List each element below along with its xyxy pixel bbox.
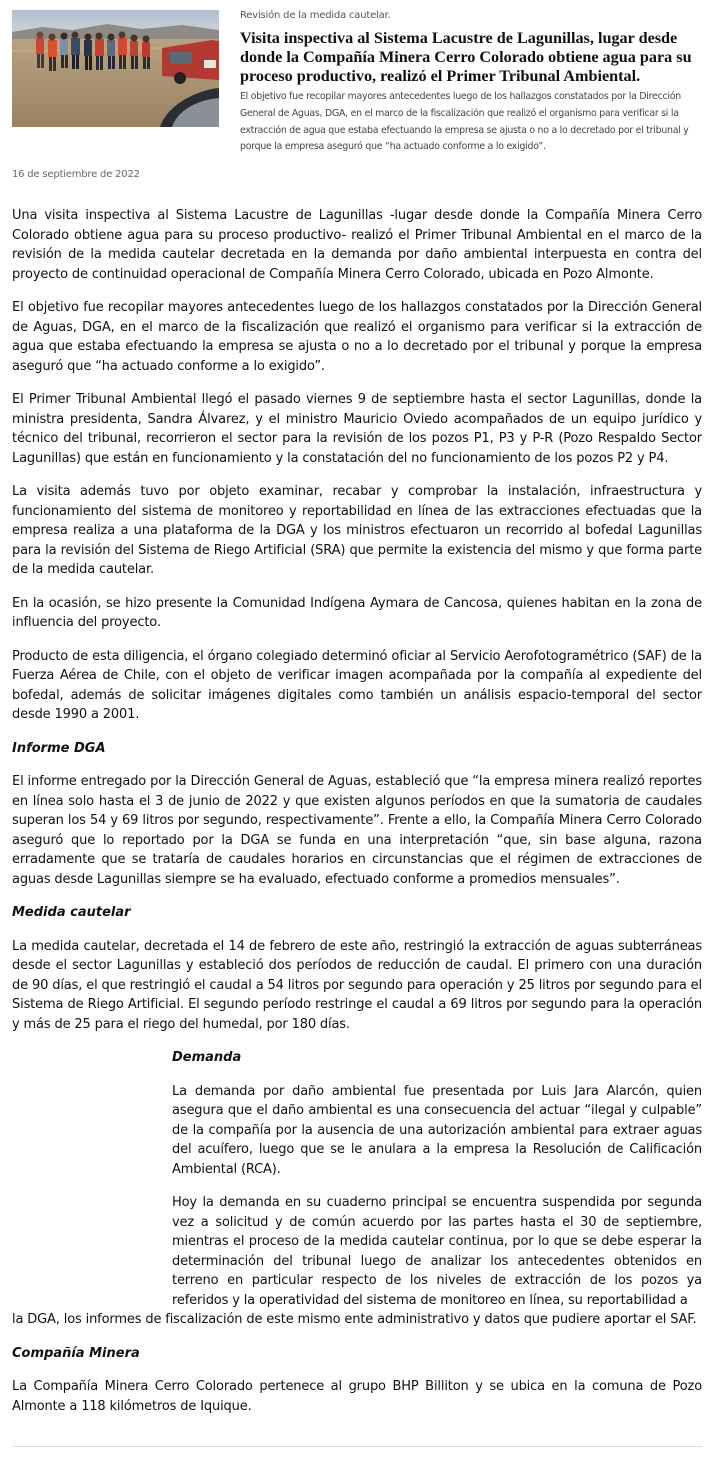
article-photo[interactable] xyxy=(12,10,219,127)
body-paragraph: El Primer Tribunal Ambiental llegó el pasado viernes 9 de septiembre hasta el sector Lagunillas, donde la ministra presidenta, Sandra Álvarez, y el ministro Mauricio Oviedo acompañados de un equipo jurídico y técnico del tribunal, recorrieron el sector para la revisión de los pozos P1, P3 y P-R (Pozo Respaldo Sector Lagunillas) que están en funcionamiento y la constatación del no funcionamiento de los pozos P2 y P4. xyxy=(12,392,702,466)
body-paragraph: La medida cautelar, decretada el 14 de febrero de este año, restringió la extracción de aguas subterráneas desde el sector Lagunillas y estableció dos períodos de reducción de caudal. El primero con una duración de 90 días, el que restringió el caudal a 54 litros por segundo para operación y 25 litros por segundo para el Sistema de Riego Artificial. El segundo período restringe el caudal a 69 litros por segundo para la operación y más de 25 para el riego del humedal, por 180 días. xyxy=(12,938,702,1032)
body-paragraph: Hoy la demanda en su cuaderno principal se encuentra suspendida por segunda vez a solicitud y de común acuerdo por las partes hasta el 30 de septiembre, mientras el proceso de la medida cautelar continua, por lo que se debe esperar la determinación del tribunal luego de analizar los antecedentes obtenidos en terreno en particular respecto de los niveles de extracción de los pozos ya referidos y la operatividad del sistema de monitoreo en línea, su reportabilidad a xyxy=(172,1195,702,1308)
body-paragraph: Una visita inspectiva al Sistema Lacustre de Lagunillas -lugar desde donde la Compañía Minera Cerro Colorado obtiene agua para su proceso productivo- realizó el Primer Tribunal Ambiental en el marco de la revisión de la medida cautelar decretada en la demanda por daño ambiental interpuesta en contra del proyecto de continuidad operacional de Compañía Minera Cerro Colorado, ubicada en Pozo Almonte. xyxy=(12,208,702,282)
article-kicker: Revisión de la medida cautelar. xyxy=(240,10,391,21)
bottom-divider xyxy=(12,1446,702,1447)
article-body xyxy=(12,206,702,1430)
body-paragraph: El informe entregado por la Dirección General de Aguas, estableció que “la empresa minera realizó reportes en línea solo hasta el 3 de junio de 2022 y que existen algunos períodos en que la sumatoria de caudales superan los 54 y 69 litros por segundo, respectivamente”. Frente a ello, la Compañía Minera Cerro Colorado aseguró que lo reportado por la DGA se funda en una interpretación “que, sin base alguna, razona erradamente que se trataría de caudales horarios en circunstancias que el régimen de extracciones de aguas desde Lagunillas siempre se ha evaluado, efectuado conforme a promedios mensuales”. xyxy=(12,774,702,887)
body-paragraph: En la ocasión, se hizo presente la Comunidad Indígena Aymara de Cancosa, quienes habitan en la zona de influencia del proyecto. xyxy=(12,595,702,630)
photo-image xyxy=(12,10,219,127)
article-summary: El objetivo fue recopilar mayores antecedentes luego de los hallazgos constatados por la Dirección General de Aguas, DGA, en el marco de la fiscalización que realizó el organismo para verificar si la extracción de agua que estaba efectuando la empresa se ajusta o no a lo decretado por el tribunal y porque la empresa aseguró que “ha actuado conforme a lo exigido”. xyxy=(240,91,689,153)
body-paragraph: la DGA, los informes de fiscalización de este mismo ente administrativo y datos que pudiere aportar el SAF. xyxy=(12,1312,697,1327)
section-heading-medida-cautelar: Medida cautelar xyxy=(12,905,131,920)
publish-date: 16 de septiembre de 2022 xyxy=(12,169,140,180)
body-paragraph: La demanda por daño ambiental fue presentada por Luis Jara Alarcón, quien asegura que el daño ambiental es una consecuencia del actuar “ilegal y culpable” de la compañía por la ausencia de una autorización ambiental para extraer aguas del acuífero, luego que se le anulara a la empresa la Resolución de Calificación Ambiental (RCA). xyxy=(172,1083,702,1177)
body-paragraph: La Compañía Minera Cerro Colorado pertenece al grupo BHP Billiton y se ubica en la comuna de Pozo Almonte a 118 kilómetros de Iquique. xyxy=(12,1379,702,1414)
article-header xyxy=(12,10,702,160)
body-paragraph: La visita además tuvo por objeto examinar, recabar y comprobar la instalación, infraestructura y funcionamiento del sistema de monitoreo y reportabilidad en línea de las extracciones efectuadas que la empresa realiza a una plataforma de la DGA y los ministros efectuaron un recorrido al bofedal Lagunillas para la revisión del Sistema de Riego Artificial (SRA) que permite la existencia del mismo y que forma parte de la medida cautelar. xyxy=(12,484,702,577)
body-paragraph: Producto de esta diligencia, el órgano colegiado determinó oficiar al Servicio Aerofotogramétrico (SAF) de la Fuerza Aérea de Chile, con el objeto de verificar imagen acompañada por la compañía al expediente del bofedal, además de solicitar imágenes digitales como también un análisis espacio-temporal del sector desde 1990 a 2001. xyxy=(12,648,702,722)
section-heading-informe-dga: Informe DGA xyxy=(12,740,106,756)
section-heading-compania-minera: Compañía Minera xyxy=(12,1345,140,1361)
article-headline[interactable]: Visita inspectiva al Sistema Lacustre de Lagunillas, lugar desde donde la Compañía Minera Cerro Colorado obtiene agua para su proceso productivo, realizó el Primer Tribunal Ambiental. xyxy=(240,29,692,85)
section-heading-demanda: Demanda xyxy=(172,1050,242,1065)
body-paragraph: El objetivo fue recopilar mayores antecedentes luego de los hallazgos constatados por la Dirección General de Aguas, DGA, en el marco de la fiscalización que realizó el organismo para verificar si la extracción de agua que estaba efectuando la empresa se ajusta o no a lo decretado por el tribunal y porque la empresa aseguró que “ha actuado conforme a lo exigido”. xyxy=(12,300,702,374)
